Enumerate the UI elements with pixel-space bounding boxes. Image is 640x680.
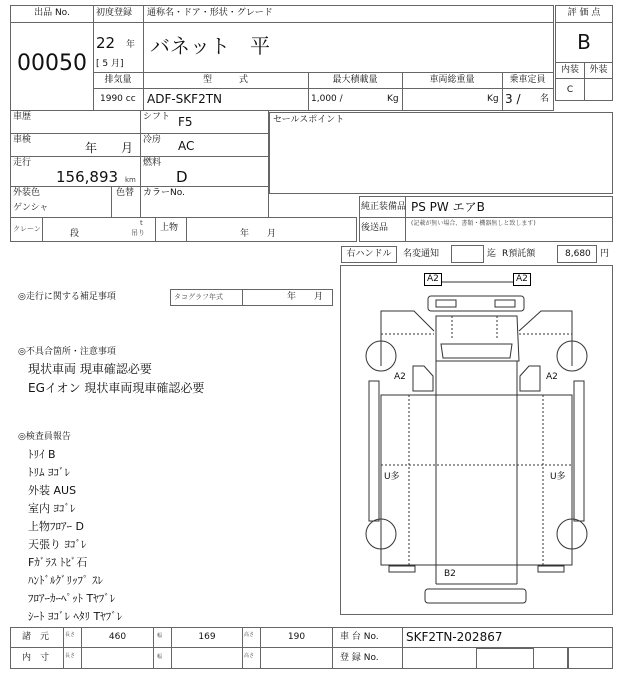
interior-label: 内装 <box>560 65 579 75</box>
inspector-report <box>28 446 122 626</box>
chassis-label: 車 台 No. <box>340 632 379 642</box>
damage-rear: B2 <box>444 569 456 579</box>
color-label: 外装色 <box>13 188 41 198</box>
defects-label: ◎不具合箇所・注意事項 <box>18 347 116 357</box>
capacity: 3 / <box>505 92 521 106</box>
recycle-amount: 8,680 <box>565 249 591 259</box>
crane-stage: 段 <box>70 229 80 239</box>
damage-front-left: A2 <box>424 273 442 286</box>
sales-point-label: セールスポイント <box>273 115 345 125</box>
defect-line: EGイオン 現状車両現車確認必要 <box>28 381 205 395</box>
gross-weight-label: 車両総重量 <box>429 75 475 85</box>
rhd-label: 右ハンドル <box>346 249 392 259</box>
crane-hang: 吊り <box>131 229 145 237</box>
inner-width-label: 幅 <box>157 654 163 660</box>
inner-dims-label: 内 寸 <box>22 653 50 663</box>
lot-label: 出品 No. <box>34 8 70 18</box>
report-line: ﾌﾛｱｰｶｰﾍﾟｯﾄ Tﾔﾌﾞﾚ <box>28 592 116 605</box>
displacement-label: 排気量 <box>104 75 132 85</box>
reg-no-label: 登 録 No. <box>340 653 379 663</box>
reg-month: [ 5 月] <box>96 59 124 69</box>
height-value: 190 <box>287 632 306 642</box>
model-label: 型 式 <box>202 75 248 85</box>
report-line: ﾄﾘｲ B <box>28 448 56 461</box>
model: ADF-SKF2TN <box>147 92 223 106</box>
truck-outline <box>341 266 612 614</box>
report-line: 天張り ﾖｺﾞﾚ <box>28 538 87 551</box>
first-reg-label: 初度登録 <box>96 8 133 18</box>
ac-label: 冷房 <box>143 135 162 145</box>
color-no-label: カラーNo. <box>143 188 185 198</box>
yen-label: 円 <box>600 249 610 259</box>
recycle-prefix: 迄 <box>487 249 497 259</box>
body-date: 年 月 <box>240 229 277 239</box>
history-label: 車歴 <box>13 112 32 122</box>
fuel: D <box>176 168 188 186</box>
damage-diagram <box>340 265 613 615</box>
inner-length-label: 長さ <box>65 653 76 659</box>
body-label: 上物 <box>160 223 179 233</box>
tacho-value: 年 月 <box>287 292 324 302</box>
damage-right-side: U多 <box>550 472 566 482</box>
lot-number: 00050 <box>17 51 87 76</box>
max-load-label: 最大積載量 <box>332 75 378 85</box>
chassis-number: SKF2TN-202867 <box>406 630 503 644</box>
mileage-unit: km <box>125 176 136 184</box>
report-line: ﾄﾘﾑ ﾖｺﾞﾚ <box>28 466 70 479</box>
crane-t: t <box>140 219 143 227</box>
year-unit: 年 <box>126 40 136 50</box>
tacho-label: タコグラフ年式 <box>174 293 223 301</box>
report-line: ﾊﾝﾄﾞﾙｸﾞﾘｯﾌﾟ ｽﾚ <box>28 574 103 587</box>
reg-year: 22 <box>96 34 116 52</box>
name-change-label: 名変通知 <box>403 249 440 259</box>
color: ゲンシャ <box>13 203 49 213</box>
color-change-label: 色替 <box>116 188 135 198</box>
gross-weight-unit: Kg <box>487 94 499 104</box>
report-line: 外装 AUS <box>28 484 77 497</box>
grade-label: 評 価 点 <box>567 8 601 18</box>
width-value: 169 <box>198 632 216 642</box>
displacement: 1990 cc <box>100 94 136 104</box>
dims-label: 諸 元 <box>22 632 50 642</box>
vehicle-name: バネット 平 <box>150 34 270 58</box>
capacity-label: 乗車定員 <box>509 75 546 85</box>
max-load-unit: Kg <box>387 94 399 104</box>
damage-left-fender: A2 <box>394 372 406 382</box>
shift: F5 <box>178 115 193 129</box>
height-label: 高さ <box>244 632 255 638</box>
width-label: 幅 <box>157 633 163 639</box>
exterior-label: 外装 <box>589 65 608 75</box>
length-value: 460 <box>108 632 127 642</box>
report-line: Fｶﾞﾗｽ ﾄﾋﾞ石 <box>28 556 88 569</box>
report-line: 室内 ﾖｺﾞﾚ <box>28 502 76 515</box>
equipment-value: PS PW エアB <box>411 200 485 214</box>
equipment-label: 純正装備品 <box>361 202 407 212</box>
name-change-box <box>451 245 484 263</box>
crane-label: クレーン <box>13 225 41 233</box>
damage-front-right: A2 <box>513 273 531 286</box>
length-label: 長さ <box>65 632 76 638</box>
damage-right-fender: A2 <box>546 372 558 382</box>
inspector-label: ◎検査員報告 <box>18 432 71 442</box>
inspection: 年 月 <box>85 141 134 155</box>
inspection-label: 車検 <box>13 135 32 145</box>
fuel-label: 燃料 <box>143 158 162 168</box>
report-line: ｼｰﾄ ﾖｺﾞﾚ ﾍﾀﾘ Tﾔﾌﾞﾚ <box>28 610 123 623</box>
capacity-unit: 名 <box>540 94 550 104</box>
running-label: ◎走行に関する補足事項 <box>18 292 116 302</box>
inner-height-label: 高さ <box>244 653 255 659</box>
shift-label: シフト <box>143 112 171 122</box>
mileage-label: 走行 <box>13 158 32 168</box>
recycle-label: R預託額 <box>502 249 536 259</box>
after-note: (記載が無い場合、書類・機器無しと致します) <box>411 220 536 227</box>
mileage: 156,893 <box>56 168 119 186</box>
damage-left-side: U多 <box>384 472 400 482</box>
ac: AC <box>178 139 195 153</box>
interior-grade: C <box>566 85 574 95</box>
defect-line: 現状車両 現車確認必要 <box>28 362 152 376</box>
name-label: 通称名・ドア・形状・グレード <box>147 8 273 18</box>
max-load: 1,000 / <box>311 94 343 104</box>
after-label: 後送品 <box>361 223 389 233</box>
grade-score: B <box>577 30 591 54</box>
report-line: 上物ﾌﾛｱｰ D <box>28 520 84 533</box>
